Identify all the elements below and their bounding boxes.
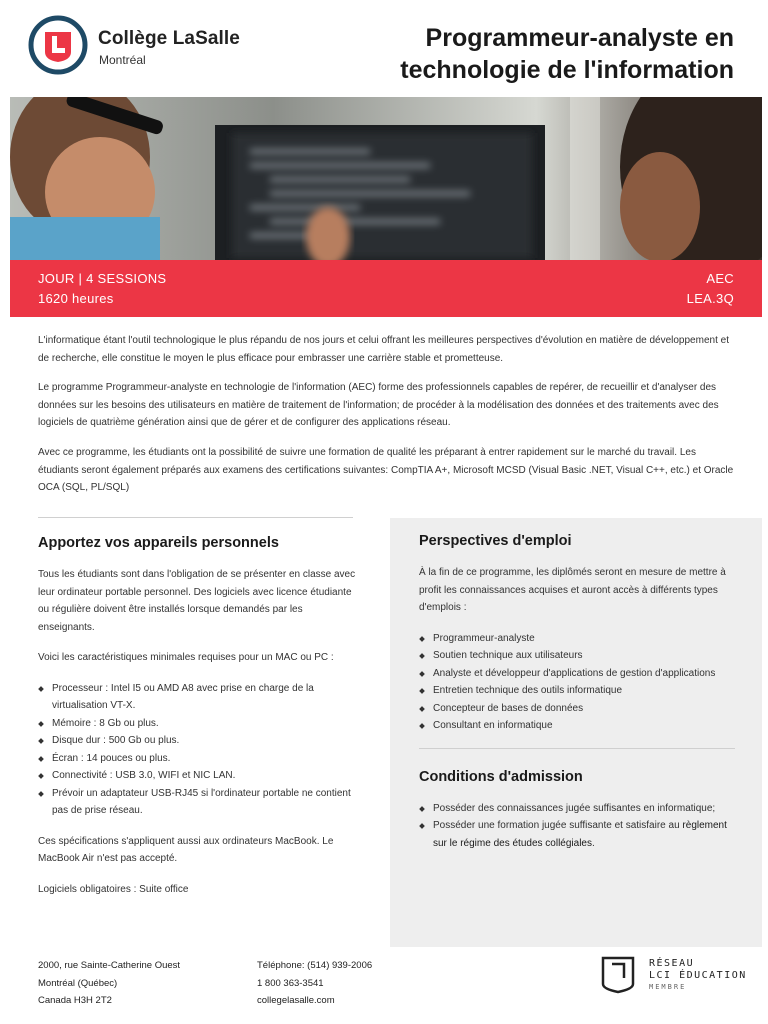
program-title (314, 22, 734, 86)
careers-admission-section (419, 531, 735, 865)
list-item: Processeur : Intel I5 ou AMD A8 avec prise en charge de la virtualisation VT-X. (38, 680, 356, 715)
section-divider (419, 748, 735, 749)
footer-contact (257, 957, 417, 1010)
program-title-line1: Programmeur-analyste en (425, 24, 734, 52)
list-item: Consultant en informatique (419, 717, 735, 735)
program-code-label: LEA.3Q (686, 291, 734, 306)
program-description (38, 332, 736, 509)
careers-list (419, 630, 735, 735)
list-item (419, 817, 735, 852)
specs-list (38, 680, 356, 820)
address-line2: Montréal (Québec) (38, 977, 118, 989)
admission-item2-text: Posséder une formation jugée suffisante et satisfaire au (433, 820, 683, 831)
program-info-banner (10, 260, 762, 317)
required-software: Logiciels obligatoires : Suite office (38, 883, 189, 895)
devices-paragraph-2: Voici les caractéristiques minimales requises pour un MAC ou PC : (38, 652, 334, 663)
list-item: Prévoir un adaptateur USB-RJ45 si l'ordinateur portable ne contient pas de prise réseau. (38, 785, 356, 820)
tollfree-number[interactable]: 1 800 363-3541 (257, 977, 324, 989)
admission-list (419, 800, 735, 853)
regulation-link[interactable]: règlement sur le régime des études collégiales (433, 820, 727, 849)
intro-paragraph-1: L'informatique étant l'outil technologique le plus répandu de nos jours et celui offrant les meilleures perspectives d'évolution en matière de développement et de recherche, elle constitue le moyen le plus efficace pour embrasser une carrière stable et prometteuse. (38, 335, 729, 364)
hours-label: 1620 heures (38, 291, 114, 306)
list-item: Analyste et développeur d'applications de gestion d'applications (419, 665, 735, 683)
devices-paragraph-1: Tous les étudiants sont dans l'obligation de se présenter en classe avec leur ordinateur portable personnel. Des logiciels avec licence étudiante ou régulière doivent être installés lorsque demandés par les enseignants. (38, 569, 356, 633)
network-label-1: RÉSEAU (649, 958, 695, 969)
list-item: Mémoire : 8 Gb ou plus. (38, 715, 356, 733)
hero-photo (10, 97, 762, 260)
college-lasalle-logo-icon (28, 15, 88, 75)
admission-item2-end: . (591, 837, 595, 849)
address-line3: Canada H3H 2T2 (38, 995, 112, 1006)
admission-heading: Conditions d'admission (419, 768, 583, 785)
program-type-label: AEC (706, 271, 734, 286)
careers-intro: À la fin de ce programme, les diplômés seront en mesure de mettre à profit les connaissances acquises et auront accès à différents types d'emplois : (419, 567, 726, 613)
list-item: Connectivité : USB 3.0, WIFI et NIC LAN. (38, 767, 356, 785)
network-label-2: LCI ÉDUCATION (649, 970, 747, 981)
intro-paragraph-3: Avec ce programme, les étudiants ont la possibilité de suivre une formation de qualité les préparant à entrer rapidement sur le marché du travail. Les étudiants seront également préparés aux examens des certifications suivantes: CompTIA A+, Microsoft MCSD (Visual Basic .NET, Visual C++, etc.) et Oracle OCA (SQL, PL/SQL) (38, 446, 734, 494)
list-item: Disque dur : 500 Gb ou plus. (38, 732, 356, 750)
careers-heading: Perspectives d'emploi (419, 533, 572, 549)
devices-section (38, 533, 356, 911)
intro-paragraph-2: Le programme Programmeur-analyste en technologie de l'information (AEC) forme des professionnels capables de repérer, de recueillir et d'analyser des données sur les besoins des utilisateurs en matière de traitement de l'information; de procéder à la modélisation des données et des traitements avec des logiciels de quatrième génération ainsi que de gérer et de configurer des applications réseau. (38, 382, 719, 429)
reseau-lci-logo-icon (601, 956, 635, 994)
address-line1: 2000, rue Sainte-Catherine Ouest (38, 960, 181, 971)
brand-name: Collège LaSalle (98, 28, 240, 49)
list-item: Soutien technique aux utilisateurs (419, 647, 735, 665)
list-item: Entretien technique des outils informatique (419, 682, 735, 700)
list-item: Concepteur de bases de données (419, 700, 735, 718)
phone-number[interactable]: Téléphone: (514) 939-2006 (257, 960, 373, 971)
devices-heading: Apportez vos appareils personnels (38, 535, 279, 551)
macbook-note: Ces spécifications s'appliquent aussi aux ordinateurs MacBook. Le MacBook Air n'est pas accepté. (38, 835, 334, 864)
footer-address (38, 957, 238, 1010)
list-item: Programmeur-analyste (419, 630, 735, 648)
section-divider (38, 517, 353, 518)
program-title-line2: technologie de l'information (400, 56, 734, 84)
network-label-3: MEMBRE (649, 983, 687, 991)
list-item: Posséder des connaissances jugée suffisantes en informatique; (419, 800, 735, 818)
schedule-label: JOUR | 4 SESSIONS (38, 271, 167, 286)
brand-city: Montréal (99, 53, 146, 67)
list-item: Écran : 14 pouces ou plus. (38, 750, 356, 768)
website-link[interactable]: collegelasalle.com (257, 995, 335, 1006)
hero-illustration (10, 97, 762, 260)
